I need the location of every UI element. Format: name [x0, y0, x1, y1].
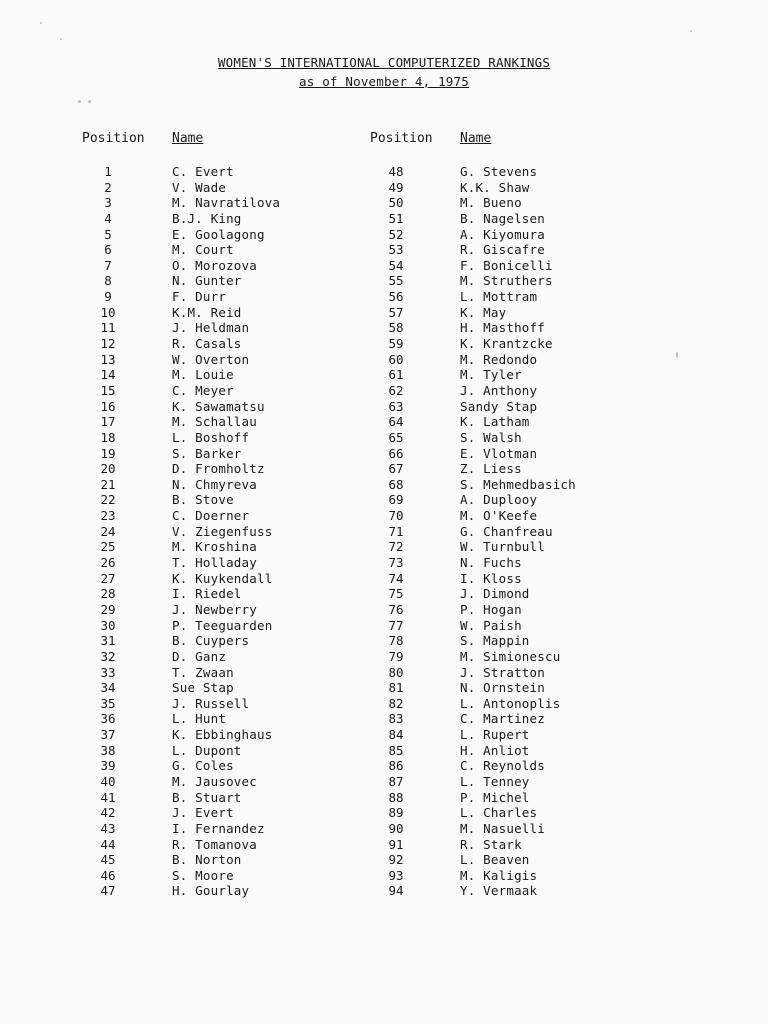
ranking-position: 57 [388, 304, 404, 320]
ranking-row [368, 242, 648, 258]
ranking-position: 78 [388, 633, 404, 649]
ranking-row [80, 258, 360, 274]
ranking-row [80, 477, 360, 493]
ranking-row [368, 399, 648, 415]
player-name: K.M. Reid [172, 304, 242, 320]
player-name: A. Duplooy [460, 492, 538, 508]
player-name: A. Kiyomura [460, 226, 545, 242]
ranking-position: 20 [100, 461, 116, 477]
player-name: J. Anthony [460, 382, 538, 398]
ranking-row [80, 492, 360, 508]
player-name: C. Doerner [172, 508, 250, 524]
ranking-position: 27 [100, 570, 116, 586]
player-name: G. Chanfreau [460, 523, 553, 539]
player-name: V. Ziegenfuss [172, 523, 273, 539]
ranking-position: 72 [388, 539, 404, 555]
ranking-row [368, 414, 648, 430]
player-name: L. Boshoff [172, 429, 250, 445]
player-name: M. Navratilova [172, 195, 281, 211]
ranking-row [368, 696, 648, 712]
ranking-position: 19 [100, 445, 116, 461]
player-name: J. Stratton [460, 664, 545, 680]
ranking-row [80, 352, 360, 368]
ranking-row [80, 383, 360, 399]
ranking-position: 87 [388, 773, 404, 789]
player-name: H. Masthoff [460, 320, 545, 336]
ranking-position: 77 [388, 617, 404, 633]
player-name: W. Paish [460, 617, 522, 633]
ranking-position: 74 [388, 570, 404, 586]
ranking-row [368, 743, 648, 759]
ranking-position: 93 [388, 867, 404, 883]
ranking-row [368, 461, 648, 477]
player-name: S. Walsh [460, 429, 522, 445]
ranking-position: 10 [100, 304, 116, 320]
ranking-position: 60 [388, 351, 404, 367]
ranking-row [368, 680, 648, 696]
player-name: L. Mottram [460, 289, 538, 305]
player-name: B. Norton [172, 852, 242, 868]
ranking-position: 82 [388, 695, 404, 711]
ranking-row [80, 602, 360, 618]
name-header: Name [460, 131, 492, 146]
ranking-position: 39 [100, 758, 116, 774]
ranking-row [80, 727, 360, 743]
ranking-row [368, 602, 648, 618]
scan-speck [88, 100, 91, 103]
ranking-position: 4 [104, 210, 112, 226]
ranking-row [80, 618, 360, 634]
player-name: J. Newberry [172, 601, 257, 617]
player-name: G. Stevens [460, 164, 538, 179]
player-name: S. Mehmedbasich [460, 476, 576, 492]
ranking-row [368, 821, 648, 837]
ranking-position: 90 [388, 820, 404, 836]
ranking-position: 70 [388, 508, 404, 524]
ranking-position: 92 [388, 852, 404, 868]
ranking-position: 5 [104, 226, 112, 242]
ranking-position: 65 [388, 429, 404, 445]
ranking-position: 47 [100, 883, 116, 899]
scan-speck [78, 100, 81, 103]
ranking-position: 18 [100, 429, 116, 445]
player-name: D. Ganz [172, 648, 227, 664]
ranking-row [368, 524, 648, 540]
player-name: Z. Liess [460, 461, 522, 477]
player-name: E. Vlotman [460, 445, 538, 461]
ranking-position: 9 [104, 289, 112, 305]
ranking-position: 13 [100, 351, 116, 367]
ranking-position: 41 [100, 789, 116, 805]
ranking-position: 28 [100, 586, 116, 602]
player-name: L. Beaven [460, 852, 530, 868]
ranking-row [80, 414, 360, 430]
ranking-row [368, 195, 648, 211]
ranking-position: 17 [100, 414, 116, 430]
ranking-row [368, 633, 648, 649]
player-name: K. Ebbinghaus [172, 727, 273, 743]
ranking-row [368, 539, 648, 555]
ranking-position: 38 [100, 742, 116, 758]
ranking-row [368, 727, 648, 743]
document-header [0, 52, 768, 90]
ranking-position: 29 [100, 601, 116, 617]
ranking-row [368, 790, 648, 806]
ranking-position: 35 [100, 695, 116, 711]
player-name: N. Ornstein [460, 680, 545, 696]
player-name: L. Charles [460, 805, 538, 821]
player-name: E. Goolagong [172, 226, 265, 242]
ranking-row [80, 649, 360, 665]
ranking-row [368, 477, 648, 493]
ranking-row [368, 258, 648, 274]
ranking-row [80, 805, 360, 821]
player-name: M. Redondo [460, 351, 538, 367]
ranking-position: 42 [100, 805, 116, 821]
player-name: M. Kaligis [460, 867, 538, 883]
player-name: C. Evert [172, 164, 234, 179]
ranking-row [80, 524, 360, 540]
player-name: W. Overton [172, 351, 250, 367]
rankings-list-right [368, 164, 648, 899]
player-name: R. Casals [172, 336, 242, 352]
player-name: L. Tenney [460, 773, 530, 789]
ranking-row [80, 164, 360, 180]
player-name: N. Chmyreva [172, 476, 257, 492]
player-name: N. Fuchs [460, 555, 522, 571]
ranking-position: 16 [100, 398, 116, 414]
ranking-position: 51 [388, 210, 404, 226]
ranking-row [368, 336, 648, 352]
player-name: R. Giscafre [460, 242, 545, 258]
player-name: M. Tyler [460, 367, 522, 383]
ranking-position: 54 [388, 257, 404, 273]
ranking-position: 85 [388, 742, 404, 758]
player-name: M. Nasuelli [460, 820, 545, 836]
ranking-position: 68 [388, 476, 404, 492]
player-name: S. Barker [172, 445, 242, 461]
ranking-position: 48 [388, 164, 404, 179]
ranking-position: 37 [100, 727, 116, 743]
player-name: M. Jausovec [172, 773, 257, 789]
player-name: M. Kroshina [172, 539, 257, 555]
ranking-position: 81 [388, 680, 404, 696]
ranking-row [368, 430, 648, 446]
ranking-position: 75 [388, 586, 404, 602]
ranking-row [368, 273, 648, 289]
player-name: O. Morozova [172, 257, 257, 273]
ranking-row [80, 711, 360, 727]
player-name: F. Bonicelli [460, 257, 553, 273]
ranking-row [368, 305, 648, 321]
ranking-row [368, 227, 648, 243]
ranking-row [80, 821, 360, 837]
player-name: F. Durr [172, 289, 227, 305]
position-header: Position [370, 131, 433, 146]
ranking-row [368, 508, 648, 524]
ranking-position: 32 [100, 648, 116, 664]
ranking-row [80, 852, 360, 868]
player-name: J. Dimond [460, 586, 530, 602]
player-name: P. Michel [460, 789, 530, 805]
position-header: Position [82, 131, 145, 146]
player-name: J. Heldman [172, 320, 250, 336]
ranking-position: 40 [100, 773, 116, 789]
player-name: S. Moore [172, 867, 234, 883]
ranking-row [368, 180, 648, 196]
ranking-position: 15 [100, 382, 116, 398]
ranking-position: 44 [100, 836, 116, 852]
player-name: T. Holladay [172, 555, 257, 571]
ranking-position: 26 [100, 555, 116, 571]
ranking-position: 43 [100, 820, 116, 836]
ranking-position: 24 [100, 523, 116, 539]
ranking-position: 6 [104, 242, 112, 258]
player-name: M. Simionescu [460, 648, 561, 664]
player-name: D. Fromholtz [172, 461, 265, 477]
rankings-list-left [80, 164, 360, 899]
ranking-row [80, 743, 360, 759]
player-name: C. Martinez [460, 711, 545, 727]
player-name: I. Riedel [172, 586, 242, 602]
ranking-row [368, 711, 648, 727]
ranking-position: 34 [100, 680, 116, 696]
player-name: S. Mappin [460, 633, 530, 649]
ranking-row [80, 180, 360, 196]
player-name: B. Stuart [172, 789, 242, 805]
ranking-row [80, 273, 360, 289]
player-name: J. Russell [172, 695, 250, 711]
ranking-row [368, 649, 648, 665]
ranking-position: 62 [388, 382, 404, 398]
player-name: T. Zwaan [172, 664, 234, 680]
ranking-row [368, 555, 648, 571]
ranking-row [80, 211, 360, 227]
player-name: Y. Vermaak [460, 883, 538, 899]
player-name: R. Tomanova [172, 836, 257, 852]
ranking-position: 33 [100, 664, 116, 680]
ranking-position: 11 [100, 320, 116, 336]
ranking-row [80, 508, 360, 524]
ranking-row [80, 868, 360, 884]
player-name: K. May [460, 304, 507, 320]
ranking-position: 25 [100, 539, 116, 555]
ranking-row [80, 336, 360, 352]
player-name: M. Louie [172, 367, 234, 383]
ranking-row [80, 837, 360, 853]
ranking-row [368, 571, 648, 587]
player-name: W. Turnbull [460, 539, 545, 555]
ranking-position: 86 [388, 758, 404, 774]
ranking-row [368, 352, 648, 368]
ranking-row [368, 367, 648, 383]
player-name: K. Krantzcke [460, 336, 553, 352]
ranking-row [80, 430, 360, 446]
ranking-position: 64 [388, 414, 404, 430]
ranking-position: 8 [104, 273, 112, 289]
player-name: R. Stark [460, 836, 522, 852]
ranking-position: 71 [388, 523, 404, 539]
player-name: M. Struthers [460, 273, 553, 289]
ranking-position: 88 [388, 789, 404, 805]
document-title: WOMEN'S INTERNATIONAL COMPUTERIZED RANKINGS [217, 55, 551, 70]
player-name: Sandy Stap [460, 398, 538, 414]
player-name: B. Nagelsen [460, 210, 545, 226]
ranking-row [368, 758, 648, 774]
ranking-position: 89 [388, 805, 404, 821]
ranking-row [80, 665, 360, 681]
ranking-row [368, 852, 648, 868]
ranking-position: 69 [388, 492, 404, 508]
ranking-row [368, 492, 648, 508]
ranking-row [368, 164, 648, 180]
player-name: L. Rupert [460, 727, 530, 743]
scan-speck [690, 30, 692, 32]
ranking-row [80, 320, 360, 336]
ranking-row [80, 305, 360, 321]
player-name: P. Teeguarden [172, 617, 273, 633]
ranking-row [368, 586, 648, 602]
player-name: G. Coles [172, 758, 234, 774]
player-name: J. Evert [172, 805, 234, 821]
player-name: N. Gunter [172, 273, 242, 289]
ranking-row [368, 383, 648, 399]
ranking-row [80, 399, 360, 415]
ranking-row [80, 289, 360, 305]
ranking-row [80, 586, 360, 602]
scan-speck [60, 38, 62, 40]
ranking-position: 79 [388, 648, 404, 664]
ranking-position: 45 [100, 852, 116, 868]
player-name: L. Hunt [172, 711, 227, 727]
scan-speck [676, 352, 678, 358]
ranking-position: 49 [388, 179, 404, 195]
ranking-position: 56 [388, 289, 404, 305]
ranking-position: 73 [388, 555, 404, 571]
ranking-row [80, 461, 360, 477]
player-name: I. Fernandez [172, 820, 265, 836]
ranking-row [368, 665, 648, 681]
player-name: M. Schallau [172, 414, 257, 430]
ranking-row [368, 618, 648, 634]
ranking-position: 3 [104, 195, 112, 211]
ranking-position: 91 [388, 836, 404, 852]
ranking-row [80, 242, 360, 258]
ranking-position: 14 [100, 367, 116, 383]
player-name: K. Sawamatsu [172, 398, 265, 414]
player-name: H. Anliot [460, 742, 530, 758]
ranking-row [80, 633, 360, 649]
ranking-row [368, 446, 648, 462]
ranking-row [80, 367, 360, 383]
player-name: K. Latham [460, 414, 530, 430]
ranking-position: 50 [388, 195, 404, 211]
ranking-row [80, 696, 360, 712]
ranking-position: 83 [388, 711, 404, 727]
player-name: L. Antonoplis [460, 695, 561, 711]
player-name: M. Bueno [460, 195, 522, 211]
player-name: H. Gourlay [172, 883, 250, 899]
player-name: M. Court [172, 242, 234, 258]
ranking-row [80, 680, 360, 696]
ranking-row [80, 883, 360, 899]
ranking-position: 67 [388, 461, 404, 477]
ranking-row [80, 758, 360, 774]
ranking-position: 7 [104, 257, 112, 273]
ranking-position: 21 [100, 476, 116, 492]
player-name: C. Meyer [172, 382, 234, 398]
document-subtitle: as of November 4, 1975 [299, 74, 469, 89]
player-name: P. Hogan [460, 601, 522, 617]
ranking-row [368, 837, 648, 853]
player-name: M. O'Keefe [460, 508, 538, 524]
ranking-position: 30 [100, 617, 116, 633]
ranking-position: 76 [388, 601, 404, 617]
ranking-row [368, 320, 648, 336]
ranking-row [368, 883, 648, 899]
player-name: B.J. King [172, 210, 242, 226]
player-name: B. Stove [172, 492, 234, 508]
player-name: V. Wade [172, 179, 227, 195]
ranking-position: 23 [100, 508, 116, 524]
ranking-position: 1 [104, 164, 112, 179]
ranking-position: 46 [100, 867, 116, 883]
ranking-position: 36 [100, 711, 116, 727]
ranking-position: 84 [388, 727, 404, 743]
ranking-row [368, 211, 648, 227]
player-name: B. Cuypers [172, 633, 250, 649]
player-name: Sue Stap [172, 680, 234, 696]
ranking-position: 2 [104, 179, 112, 195]
ranking-row [80, 227, 360, 243]
scan-speck [40, 22, 42, 24]
ranking-position: 12 [100, 336, 116, 352]
ranking-position: 80 [388, 664, 404, 680]
player-name: L. Dupont [172, 742, 242, 758]
ranking-position: 52 [388, 226, 404, 242]
ranking-position: 61 [388, 367, 404, 383]
name-header: Name [172, 131, 204, 146]
ranking-row [368, 774, 648, 790]
player-name: K.K. Shaw [460, 179, 530, 195]
ranking-position: 22 [100, 492, 116, 508]
ranking-position: 63 [388, 398, 404, 414]
ranking-row [368, 805, 648, 821]
ranking-position: 55 [388, 273, 404, 289]
ranking-row [80, 195, 360, 211]
ranking-position: 58 [388, 320, 404, 336]
ranking-position: 53 [388, 242, 404, 258]
ranking-row [368, 868, 648, 884]
ranking-row [80, 446, 360, 462]
ranking-row [80, 571, 360, 587]
ranking-row [80, 790, 360, 806]
ranking-row [80, 774, 360, 790]
ranking-position: 94 [388, 883, 404, 899]
ranking-row [80, 555, 360, 571]
ranking-position: 66 [388, 445, 404, 461]
ranking-row [368, 289, 648, 305]
player-name: C. Reynolds [460, 758, 545, 774]
ranking-position: 59 [388, 336, 404, 352]
player-name: I. Kloss [460, 570, 522, 586]
player-name: K. Kuykendall [172, 570, 273, 586]
ranking-position: 31 [100, 633, 116, 649]
ranking-row [80, 539, 360, 555]
